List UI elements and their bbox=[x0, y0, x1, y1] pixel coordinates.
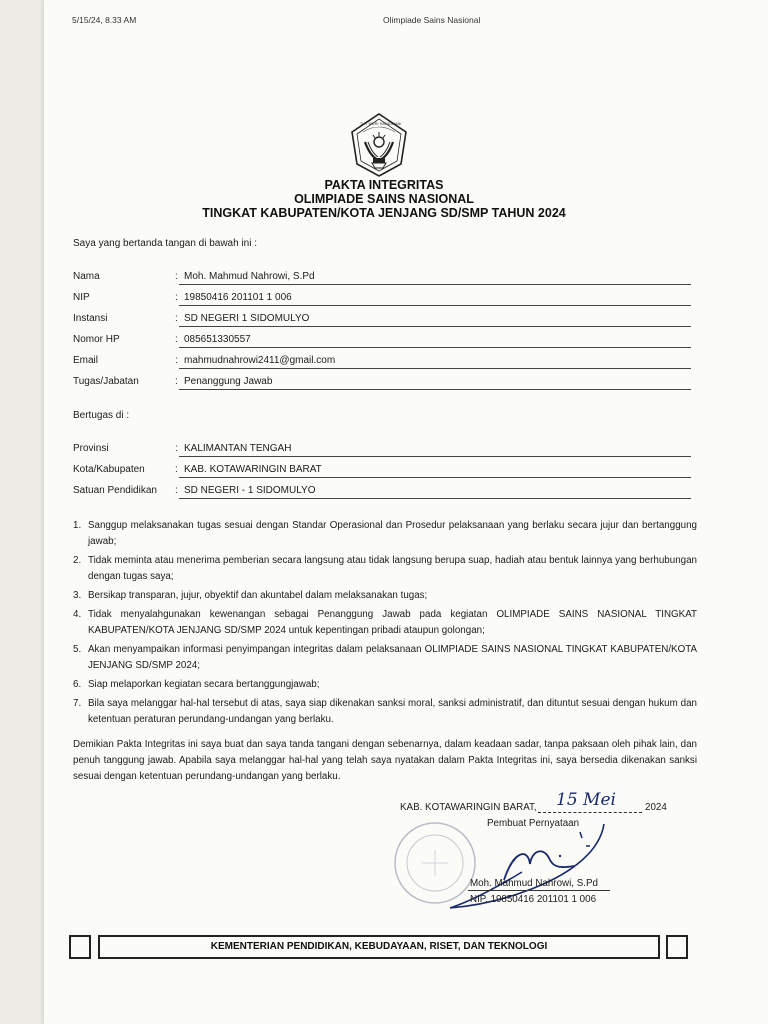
signature-place: KAB. KOTAWARINGIN BARAT, bbox=[400, 802, 537, 813]
print-timestamp: 5/15/24, 8.33 AM bbox=[72, 15, 137, 25]
field-label: Kota/Kabupaten bbox=[73, 464, 145, 475]
footer-corner-box-left bbox=[69, 935, 91, 959]
field-underline bbox=[179, 326, 691, 327]
footer-corner-box-right bbox=[666, 935, 688, 959]
identity-row-phone bbox=[73, 334, 691, 354]
field-label: Satuan Pendidikan bbox=[73, 485, 157, 496]
field-underline bbox=[179, 347, 691, 348]
pledge-list bbox=[73, 518, 697, 731]
pledge-item bbox=[73, 677, 697, 693]
signer-name: Moh. Mahmud Nahrowi, S.Pd bbox=[470, 878, 598, 889]
document-title: PAKTA INTEGRITAS bbox=[324, 178, 444, 192]
field-value: KAB. KOTAWARINGIN BARAT bbox=[184, 464, 322, 475]
field-label: Email bbox=[73, 355, 99, 366]
pledge-number: 3. bbox=[73, 590, 82, 601]
field-colon: : bbox=[175, 376, 178, 387]
intro-statement: Saya yang bertanda tangan di bawah ini : bbox=[73, 238, 258, 249]
field-label: Nama bbox=[73, 271, 100, 282]
pledge-text: Tidak meminta atau menerima pemberian secara langsung atau tidak langsung berupa suap, hadiah atau bentuk lainnya yang berhubungan dengan tugas saya; bbox=[88, 555, 697, 582]
field-underline bbox=[179, 498, 691, 499]
pledge-text: Siap melaporkan kegiatan secara bertanggungjawab; bbox=[88, 679, 320, 690]
field-value: 19850416 201101 1 006 bbox=[184, 292, 292, 303]
pledge-text: Akan menyampaikan informasi penyimpangan integritas dalam pelaksanaan OLIMPIADE SAINS NASIONAL TINGKAT KABUPATEN/KOTA JENJANG SD/SMP 2024; bbox=[88, 644, 697, 671]
field-label: Instansi bbox=[73, 313, 108, 324]
identity-row-institution bbox=[73, 313, 691, 333]
assignment-row-school bbox=[73, 485, 691, 505]
pledge-item bbox=[73, 588, 697, 604]
field-colon: : bbox=[175, 464, 178, 475]
emblem-motto: TUT WURI HANDAYANI bbox=[360, 122, 402, 126]
field-label: Provinsi bbox=[73, 443, 109, 454]
field-underline bbox=[179, 477, 691, 478]
pledge-text: Tidak menyalahgunakan kewenangan sebagai Penanggung Jawab pada kegiatan OLIMPIADE SAINS NASIONAL TINGKAT KABUPATEN/KOTA JENJANG SD/SMP 2024 untuk kepentingan pribadi ataupun golongan; bbox=[88, 609, 697, 636]
assignment-row-province bbox=[73, 443, 691, 463]
handwritten-date: 15 Mei bbox=[556, 790, 616, 810]
signer-name-underline bbox=[468, 890, 610, 891]
field-label: Tugas/Jabatan bbox=[73, 376, 139, 387]
field-value: KALIMANTAN TENGAH bbox=[184, 443, 292, 454]
pledge-number: 2. bbox=[73, 555, 82, 566]
pledge-number: 4. bbox=[73, 609, 82, 620]
pledge-number: 1. bbox=[73, 520, 82, 531]
field-label: Nomor HP bbox=[73, 334, 120, 345]
field-underline bbox=[179, 456, 691, 457]
date-blank-line bbox=[538, 812, 642, 813]
field-colon: : bbox=[175, 292, 178, 303]
assignment-heading: Bertugas di : bbox=[73, 410, 130, 421]
field-colon: : bbox=[175, 355, 178, 366]
field-underline bbox=[179, 305, 691, 306]
field-label: NIP bbox=[73, 292, 90, 303]
pledge-item bbox=[73, 607, 697, 639]
field-underline bbox=[179, 389, 691, 390]
field-colon: : bbox=[175, 271, 178, 282]
field-colon: : bbox=[175, 485, 178, 496]
pledge-text: Sanggup melaksanakan tugas sesuai dengan Standar Operasional dan Prosedur pelaksanaan yang berlaku secara jujur dan bertanggung jawab; bbox=[88, 520, 697, 547]
pledge-number: 6. bbox=[73, 679, 82, 690]
identity-row-position bbox=[73, 376, 691, 396]
field-value: SD NEGERI - 1 SIDOMULYO bbox=[184, 485, 316, 496]
pledge-text: Bersikap transparan, jujur, obyektif dan akuntabel dalam melaksanakan tugas; bbox=[88, 590, 428, 601]
pledge-number: 5. bbox=[73, 644, 82, 655]
identity-row-name bbox=[73, 271, 691, 291]
document-subtitle: OLIMPIADE SAINS NASIONAL bbox=[294, 192, 474, 206]
signer-nip: NIP. 19850416 201101 1 006 bbox=[470, 894, 597, 905]
identity-row-nip bbox=[73, 292, 691, 312]
field-colon: : bbox=[175, 334, 178, 345]
field-value: Moh. Mahmud Nahrowi, S.Pd bbox=[184, 271, 315, 282]
field-value: SD NEGERI 1 SIDOMULYO bbox=[184, 313, 310, 324]
field-underline bbox=[179, 284, 691, 285]
field-colon: : bbox=[175, 443, 178, 454]
assignment-row-regency bbox=[73, 464, 691, 484]
pledge-number: 7. bbox=[73, 698, 82, 709]
field-value: 085651330557 bbox=[184, 334, 251, 345]
closing-statement: Demikian Pakta Integritas ini saya buat dan saya tanda tangani dengan sebenarnya, dalam keadaan sadar, tanpa paksaan oleh pihak lain, dan penuh tanggung jawab. Apabila saya melanggar hal-hal yang telah saya nyatakan dalam Pakta Integritas ini, saya bersedia dikenakan sanksi sesuai dengan ketentuan perundang-undangan yang berlaku. bbox=[73, 739, 697, 782]
field-value: Penanggung Jawab bbox=[184, 376, 273, 387]
document-subtitle-level: TINGKAT KABUPATEN/KOTA JENJANG SD/SMP TAHUN 2024 bbox=[202, 206, 566, 220]
print-site-title: Olimpiade Sains Nasional bbox=[383, 15, 481, 25]
field-colon: : bbox=[175, 313, 178, 324]
signature-role: Pembuat Pernyataan bbox=[487, 818, 580, 829]
pledge-item bbox=[73, 553, 697, 585]
pledge-item bbox=[73, 642, 697, 674]
pledge-item bbox=[73, 518, 697, 550]
pledge-item bbox=[73, 696, 697, 728]
pledge-text: Bila saya melanggar hal-hal tersebut di atas, saya siap dikenakan sanksi moral, sanksi administratif, dan dituntut sesuai dengan hukum dan ketentuan peraturan perundang-undangan yang berlaku. bbox=[88, 698, 697, 725]
field-value: mahmudnahrowi2411@gmail.com bbox=[184, 355, 336, 366]
identity-row-email bbox=[73, 355, 691, 375]
footer-ministry-label: KEMENTERIAN PENDIDIKAN, KEBUDAYAAN, RISET, DAN TEKNOLOGI bbox=[98, 935, 660, 959]
signature-year: 2024 bbox=[645, 802, 667, 813]
field-underline bbox=[179, 368, 691, 369]
